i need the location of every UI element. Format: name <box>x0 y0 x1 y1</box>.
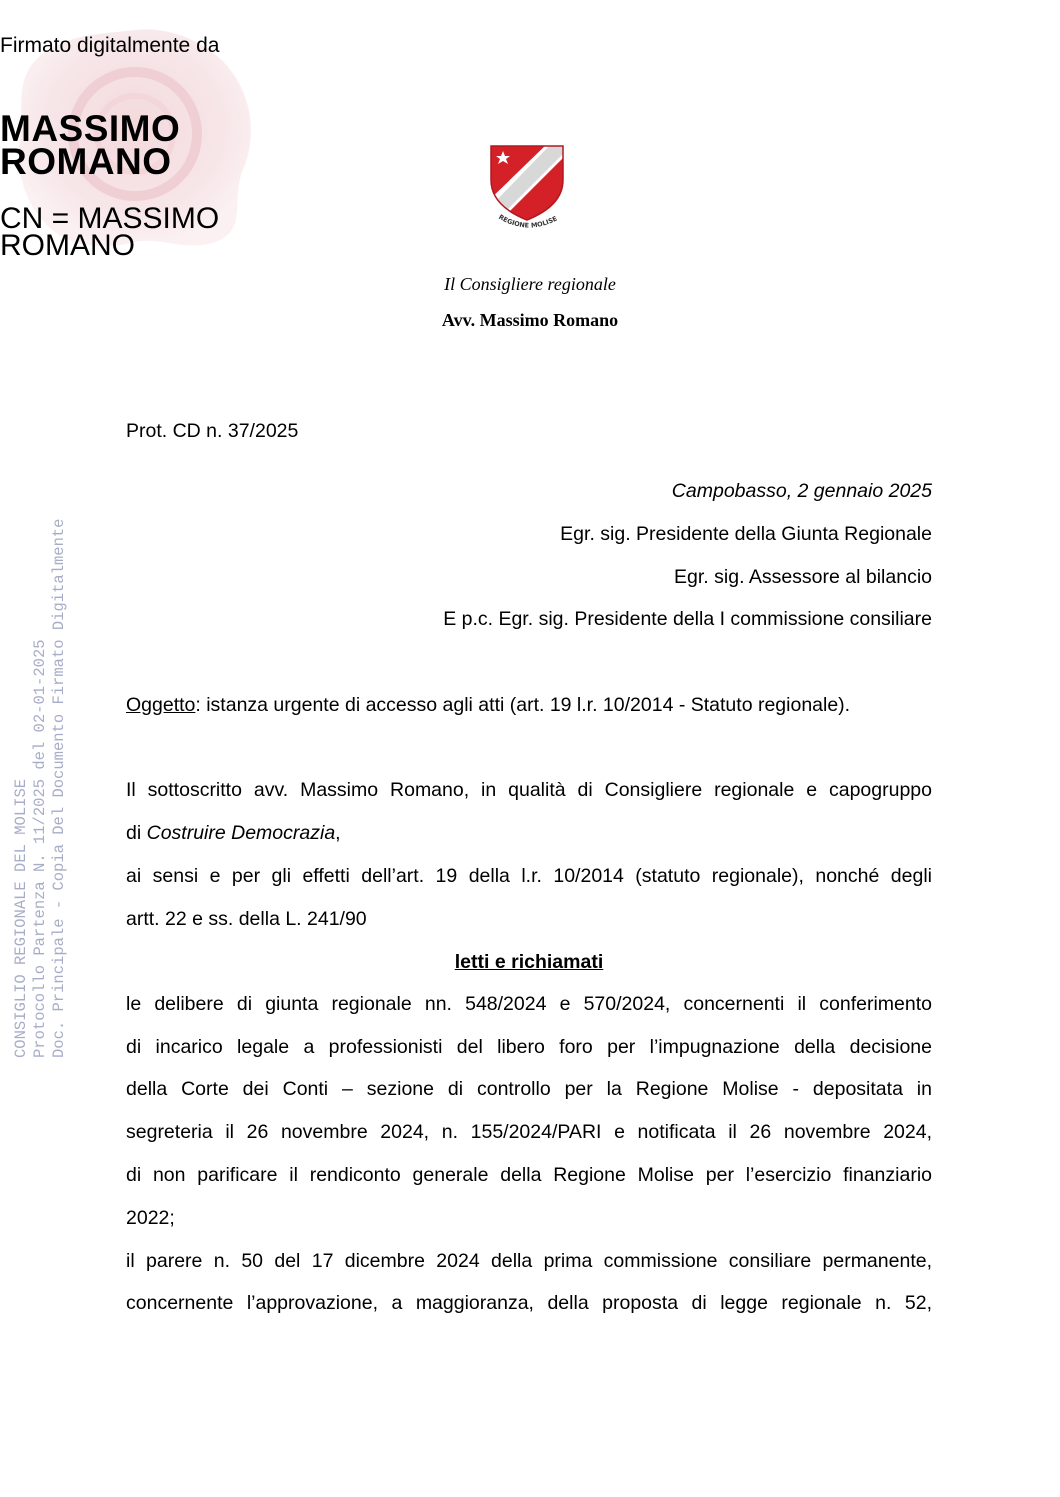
letter-body <box>126 0 932 1497</box>
paragraph-3-line: di non parificare il rendiconto generale della Regione Molise per l’esercizio finanziario <box>126 1164 932 1186</box>
header-role: Il Consigliere regionale <box>444 274 616 294</box>
paragraph-2-line-1: ai sensi e per gli effetti dell’art. 19 della l.r. 10/2014 (statuto regionale), nonché degli <box>126 865 932 887</box>
signer-cn-line2: ROMANO <box>0 229 135 262</box>
recipient-1: Egr. sig. Presidente della Giunta Regionale <box>560 523 932 545</box>
group-name: Costruire Democrazia <box>146 822 336 844</box>
stamp-line3: Doc. Principale - Copia Del Documento Firmato Digitalmente <box>50 518 68 1058</box>
paragraph-3-line: 2022; <box>126 1207 175 1229</box>
recipient-3: E p.c. Egr. sig. Presidente della I commissione consiliare <box>443 608 932 630</box>
signer-cn-line1: CN = MASSIMO <box>0 202 220 235</box>
p1-prefix: di <box>126 822 147 844</box>
paragraph-4-line: il parere n. 50 del 17 dicembre 2024 della prima commissione consiliare permanente, <box>126 1250 932 1272</box>
protocol-number: Prot. CD n. 37/2025 <box>126 420 299 442</box>
subject-label: Oggetto <box>126 694 196 716</box>
stamp-line1: CONSIGLIO REGIONALE DEL MOLISE <box>12 778 30 1058</box>
paragraph-2-line-2: artt. 22 e ss. della L. 241/90 <box>126 908 367 930</box>
signer-name-line1: MASSIMO <box>0 108 181 149</box>
section-heading <box>126 951 932 974</box>
paragraph-1-line-1: Il sottoscritto avv. Massimo Romano, in qualità di Consigliere regionale e capogruppo <box>126 779 932 801</box>
paragraph-3-line: le delibere di giunta regionale nn. 548/2024 e 570/2024, concernenti il conferimento <box>126 993 932 1015</box>
signer-name-line2: ROMANO <box>0 141 172 182</box>
subject-line <box>126 694 932 717</box>
letter-date: Campobasso, 2 gennaio 2025 <box>671 480 932 502</box>
paragraph-3-line: della Corte dei Conti – sezione di controllo per la Regione Molise - depositata in <box>126 1078 932 1100</box>
heading-text: letti e richiamati <box>454 951 604 973</box>
subject-text: : istanza urgente di accesso agli atti (art. 19 l.r. 10/2014 - Statuto regionale). <box>195 694 851 716</box>
paragraph-3-line: di incarico legale a professionisti del libero foro per l’impugnazione della decisione <box>126 1036 932 1058</box>
paragraph-4-line: concernente l’approvazione, a maggioranza, della proposta di legge regionale n. 52, <box>126 1292 932 1314</box>
header-name: Avv. Massimo Romano <box>441 310 619 330</box>
crest-label: REGIONE MOLISE <box>497 212 559 230</box>
signature-label: Firmato digitalmente da <box>0 34 220 57</box>
protocol-stamp <box>12 519 69 1059</box>
recipient-2: Egr. sig. Assessore al bilancio <box>674 566 932 588</box>
paragraph-1-line-2 <box>126 822 932 845</box>
p1-suffix: , <box>335 822 341 844</box>
paragraph-3-line: segreteria il 26 novembre 2024, n. 155/2024/PARI e notificata il 26 novembre 2024, <box>126 1121 932 1143</box>
stamp-line2: Protocollo Partenza N. 11/2025 del 02-01-2025 <box>31 639 49 1058</box>
